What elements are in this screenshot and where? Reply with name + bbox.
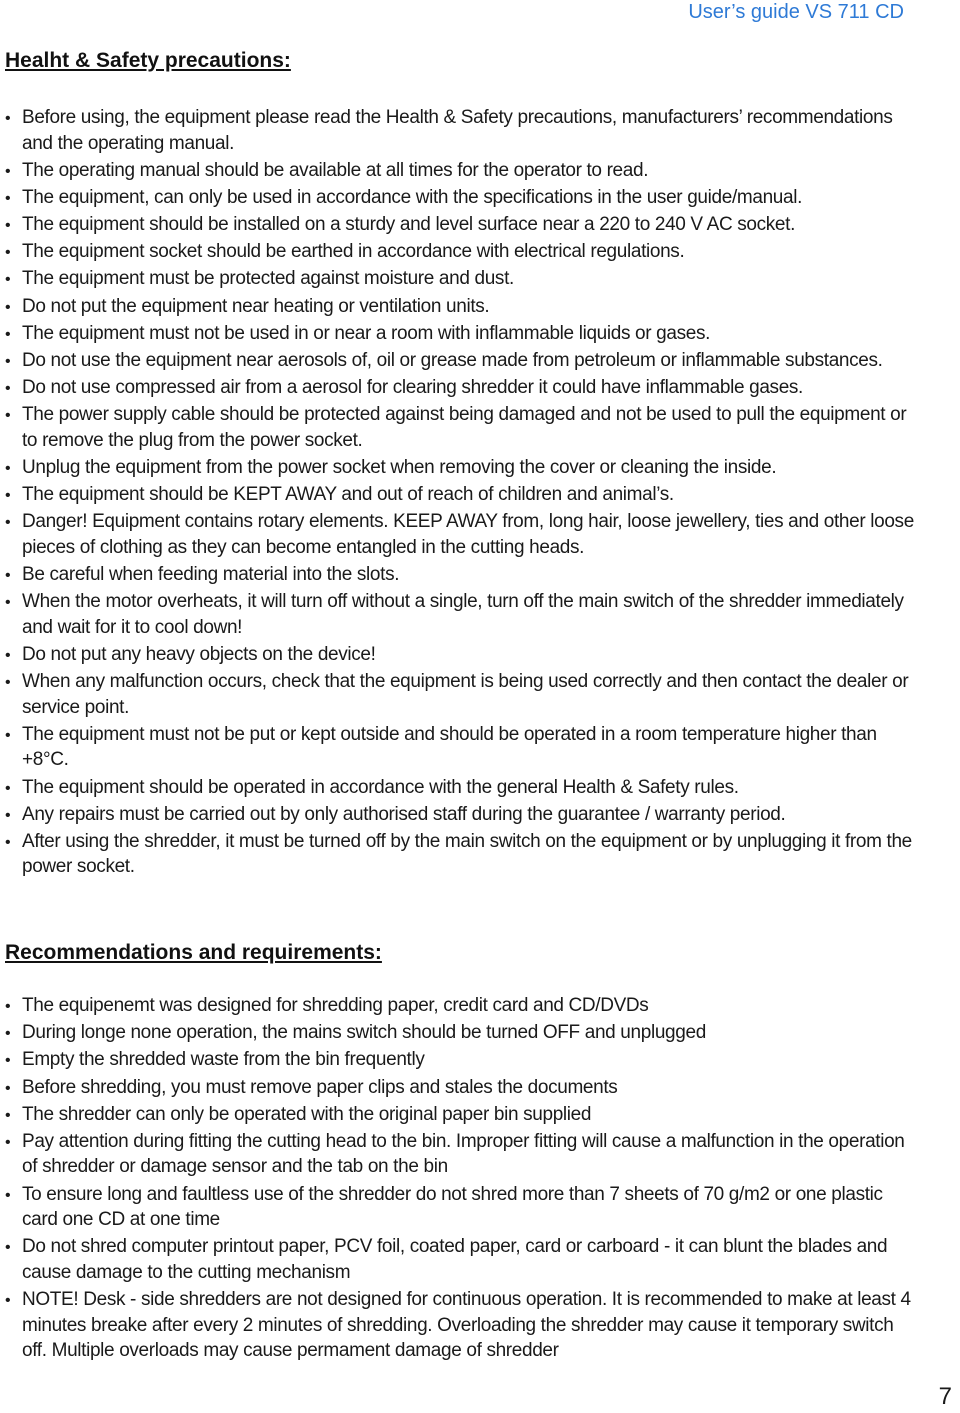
list-item-text: Empty the shredded waste from the bin frequently: [22, 1049, 425, 1071]
list-item: [5, 105, 920, 156]
bullet-icon: •: [5, 217, 11, 235]
list-item-text: Do not put the equipment near heating or ventilation units.: [22, 295, 490, 317]
list-item-text: Be careful when feeding material into the slots.: [22, 564, 400, 586]
list-item-text: NOTE! Desk - side shredders are not designed for continuous operation. It is recommended to make at least 4 minutes breake after every 2 minutes of shredding. Overloading the shredder may cause it temporary switch off. Multiple overloads may cause permament damage of shredder: [22, 1289, 911, 1361]
list-item: [5, 642, 920, 668]
list-item: [5, 455, 920, 481]
list-item-text: Do not use the equipment near aerosols of, oil or grease made from petroleum or inflammable substances.: [22, 350, 883, 371]
list-item-text: Pay attention during fitting the cutting head to the bin. Improper fitting will cause a malfunction in the operation of shredder or damage sensor and the tab on the bin: [22, 1130, 905, 1178]
list-item-text: Danger! Equipment contains rotary elements. KEEP AWAY from, long hair, loose jewellery, ties and other loose pieces of clothing as they can become entangled in the cutting heads.: [22, 511, 914, 558]
list-item: [5, 1234, 920, 1285]
health-safety-title: Healht & Safety precautions:: [5, 49, 291, 72]
recommendations-title: Recommendations and requirements:: [5, 941, 382, 964]
list-item: [5, 775, 920, 801]
list-item-text: Before shredding, you must remove paper clips and stales the documents: [22, 1076, 618, 1098]
bullet-icon: •: [5, 1292, 11, 1309]
bullet-icon: •: [5, 674, 11, 692]
list-item: [5, 185, 920, 211]
bullet-icon: •: [5, 806, 11, 824]
list-item: [5, 589, 920, 640]
bullet-icon: •: [5, 1186, 11, 1204]
list-item-text: When any malfunction occurs, check that the equipment is being used correctly and then contact the dealer or service point.: [22, 671, 909, 718]
list-item: [5, 402, 920, 453]
list-item: [5, 562, 920, 588]
bullet-icon: •: [5, 998, 11, 1015]
list-item-text: The equipment should be operated in accordance with the general Health & Safety rules.: [22, 776, 739, 798]
list-item-text: Unplug the equipment from the power socket when removing the cover or cleaning the inside.: [22, 457, 777, 479]
bullet-icon: •: [5, 189, 11, 207]
list-item: [5, 1287, 920, 1364]
list-item-text: Before using, the equipment please read the Health & Safety precautions, manufacturers’ recommendations and the operating manual.: [22, 107, 893, 154]
list-item-text: The equipment, can only be used in accordance with the specifications in the user guide/manual.: [22, 186, 803, 208]
list-item-text: Do not use compressed air from a aerosol for clearing shredder it could have inflammable gases.: [22, 377, 803, 399]
list-item: [5, 294, 920, 320]
page-number: 7: [938, 1383, 952, 1410]
list-item-text: Do not shred computer printout paper, PCV foil, coated paper, card or carboard - it can blunt the blades and cause damage to the cutting mechanism: [22, 1236, 888, 1283]
list-item: [5, 509, 920, 560]
bullet-icon: •: [5, 162, 11, 180]
list-item-text: The equipment must not be used in or near a room with inflammable liquids or gases.: [22, 322, 711, 344]
bullet-icon: •: [5, 726, 11, 744]
list-item: [5, 158, 920, 184]
bullet-icon: •: [5, 407, 11, 425]
list-item: [5, 1182, 920, 1233]
list-item-text: The equipment must be protected against moisture and dust.: [22, 268, 514, 290]
recommendations-list: [5, 993, 920, 1365]
list-item: [5, 829, 920, 880]
bullet-icon: •: [5, 244, 11, 262]
list-item: [5, 1129, 920, 1180]
list-item: [5, 321, 920, 347]
bullet-icon: •: [5, 647, 11, 664]
list-item: [5, 266, 920, 292]
list-item: [5, 348, 920, 374]
list-item: [5, 482, 920, 508]
bullet-icon: •: [5, 1079, 11, 1097]
list-item: [5, 239, 920, 265]
list-item: [5, 993, 920, 1019]
list-item-text: To ensure long and faultless use of the shredder do not shred more than 7 sheets of 70 g/m2 or one plastic card one CD at one time: [22, 1183, 883, 1231]
list-item-text: Do not put any heavy objects on the device!: [22, 644, 376, 665]
list-item-text: The power supply cable should be protected against being damaged and not be used to pull the equipment or to remove the plug from the power socket.: [22, 404, 907, 451]
list-item: [5, 212, 920, 238]
list-item-text: When the motor overheats, it will turn off without a single, turn off the main switch of the shredder immediately and wait for it to cool down!: [22, 591, 904, 638]
bullet-icon: •: [5, 567, 11, 585]
list-item-text: Any repairs must be carried out by only authorised staff during the guarantee / warranty period.: [22, 803, 786, 825]
list-item: [5, 1047, 920, 1073]
list-item: [5, 1102, 920, 1128]
list-item-text: The equipment must not be put or kept outside and should be operated in a room temperature higher than +8°C.: [22, 723, 877, 771]
bullet-icon: •: [5, 514, 11, 532]
health-safety-list: [5, 105, 920, 882]
bullet-icon: •: [5, 779, 11, 797]
list-item: [5, 375, 920, 401]
bullet-icon: •: [5, 380, 11, 398]
bullet-icon: •: [5, 487, 11, 505]
bullet-icon: •: [5, 353, 11, 370]
bullet-icon: •: [5, 833, 11, 851]
bullet-icon: •: [5, 298, 11, 316]
bullet-icon: •: [5, 1133, 11, 1151]
list-item-text: The equipment socket should be earthed in accordance with electrical regulations.: [22, 241, 685, 263]
bullet-icon: •: [5, 110, 11, 127]
list-item-text: The equipment should be KEPT AWAY and out of reach of children and animal’s.: [22, 484, 674, 506]
bullet-icon: •: [5, 1025, 11, 1043]
bullet-icon: •: [5, 460, 11, 478]
list-item-text: During longe none operation, the mains switch should be turned OFF and unplugged: [22, 1022, 706, 1044]
list-item: [5, 669, 920, 720]
list-item-text: The operating manual should be available at all times for the operator to read.: [22, 159, 649, 181]
list-item-text: After using the shredder, it must be turned off by the main switch on the equipment or by unplugging it from the power socket.: [22, 830, 912, 878]
bullet-icon: •: [5, 325, 11, 343]
list-item-text: The shredder can only be operated with the original paper bin supplied: [22, 1103, 592, 1125]
list-item-text: The equipment should be installed on a sturdy and level surface near a 220 to 240 V AC socket.: [22, 214, 795, 236]
list-item: [5, 722, 920, 773]
list-item: [5, 1020, 920, 1046]
bullet-icon: •: [5, 271, 11, 289]
guide-title: User’s guide VS 711 CD: [688, 1, 904, 23]
bullet-icon: •: [5, 1239, 11, 1257]
bullet-icon: •: [5, 1106, 11, 1124]
bullet-icon: •: [5, 594, 11, 612]
list-item: [5, 802, 920, 828]
bullet-icon: •: [5, 1052, 11, 1070]
list-item-text: The equipenemt was designed for shredding paper, credit card and CD/DVDs: [22, 995, 649, 1016]
list-item: [5, 1075, 920, 1101]
